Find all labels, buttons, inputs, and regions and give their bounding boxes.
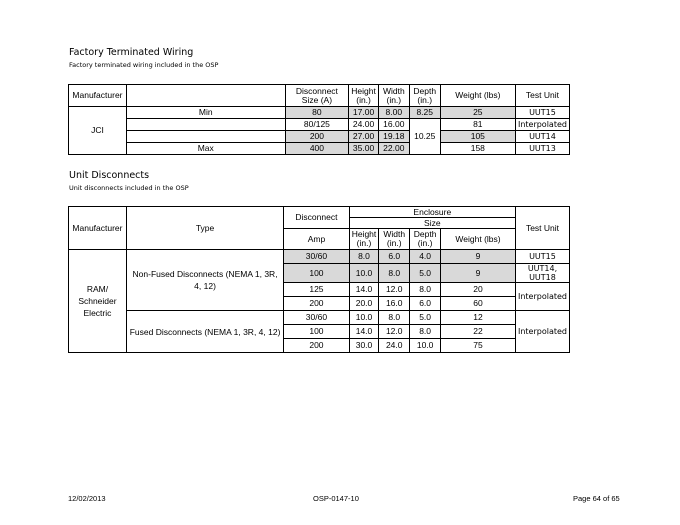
header-enclosure: Enclosure (349, 207, 515, 218)
amp-cell: 100 (284, 325, 350, 339)
header-test-unit: Test Unit (515, 207, 569, 250)
amp-cell: 200 (284, 297, 350, 311)
section1-subtitle: Factory terminated wiring included in the OSP (69, 61, 219, 69)
manufacturer-cell: RAM/ Schneider Electric (69, 250, 127, 353)
table-row (69, 143, 570, 155)
width-cell: 22.00 (378, 143, 409, 155)
depth-cell: 5.0 (410, 311, 441, 325)
height-cell: 30.0 (349, 339, 379, 353)
header-disconnect: Disconnect (284, 207, 350, 229)
height-cell: 24.00 (349, 119, 379, 131)
size-cell: 80 (285, 107, 349, 119)
test-unit-cell: Interpolated (515, 311, 569, 353)
test-unit-cell: UUT13 (515, 143, 569, 155)
amp-cell: 30/60 (284, 311, 350, 325)
depth-cell: 4.0 (410, 250, 441, 264)
header-manufacturer: Manufacturer (69, 85, 127, 107)
weight-cell: 20 (441, 283, 516, 297)
amp-cell: 200 (284, 339, 350, 353)
width-cell: 8.00 (378, 107, 409, 119)
test-unit-cell: UUT15 (515, 250, 569, 264)
depth-cell: 6.0 (410, 297, 441, 311)
height-cell: 14.0 (349, 325, 379, 339)
size-cell: 80/125 (285, 119, 349, 131)
section2-title: Unit Disconnects (69, 170, 150, 181)
height-cell: 10.0 (349, 264, 379, 283)
header-depth: Depth (in.) (409, 85, 440, 107)
width-cell: 12.0 (379, 325, 410, 339)
header-depth: Depth (in.) (410, 229, 441, 250)
height-cell: 35.00 (349, 143, 379, 155)
header-size: Size (349, 218, 515, 229)
test-unit-cell: UUT14 (515, 131, 569, 143)
header-width: Width (in.) (379, 229, 410, 250)
amp-cell: 30/60 (284, 250, 350, 264)
depth-cell: 8.0 (410, 325, 441, 339)
header-type: Type (126, 207, 283, 250)
type-cell-fused: Fused Disconnects (NEMA 1, 3R, 4, 12) (126, 311, 283, 353)
height-cell: 10.0 (349, 311, 379, 325)
width-cell: 24.0 (379, 339, 410, 353)
weight-cell: 75 (441, 339, 516, 353)
width-cell: 16.00 (378, 119, 409, 131)
header-test-unit: Test Unit (515, 85, 569, 107)
depth-merged-cell: 10.25 (409, 119, 440, 155)
height-cell: 8.0 (349, 250, 379, 264)
header-weight: Weight (lbs) (441, 229, 516, 250)
height-cell: 20.0 (349, 297, 379, 311)
width-cell: 19.18 (378, 131, 409, 143)
type-cell-non-fused: Non-Fused Disconnects (NEMA 1, 3R, 4, 12) (126, 250, 283, 311)
row-label (126, 119, 285, 131)
header-height: Height (in.) (349, 229, 379, 250)
height-cell: 27.00 (349, 131, 379, 143)
factory-wiring-table (68, 84, 570, 155)
weight-cell: 81 (440, 119, 515, 131)
height-cell: 17.00 (349, 107, 379, 119)
table-row (69, 107, 570, 119)
table-row (69, 119, 570, 131)
width-cell: 6.0 (379, 250, 410, 264)
width-cell: 8.0 (379, 264, 410, 283)
size-cell: 400 (285, 143, 349, 155)
footer-doc-id: OSP-0147-10 (313, 494, 359, 503)
header-blank (126, 85, 285, 107)
manufacturer-cell: JCI (69, 107, 127, 155)
header-disconnect-size: Disconnect Size (A) (285, 85, 349, 107)
row-label: Min (126, 107, 285, 119)
test-unit-cell: UUT14, UUT18 (515, 264, 569, 283)
header-amp: Amp (284, 229, 350, 250)
row-label (126, 131, 285, 143)
depth-cell: 8.25 (409, 107, 440, 119)
footer-page-number: Page 64 of 65 (573, 494, 620, 503)
test-unit-cell: Interpolated (515, 119, 569, 131)
height-cell: 14.0 (349, 283, 379, 297)
header-width: Width (in.) (378, 85, 409, 107)
header-height: Height (in.) (349, 85, 379, 107)
row-label: Max (126, 143, 285, 155)
weight-cell: 12 (441, 311, 516, 325)
header-weight: Weight (lbs) (440, 85, 515, 107)
amp-cell: 125 (284, 283, 350, 297)
width-cell: 8.0 (379, 311, 410, 325)
table-row (69, 131, 570, 143)
header-manufacturer: Manufacturer (69, 207, 127, 250)
test-unit-cell: UUT15 (515, 107, 569, 119)
width-cell: 12.0 (379, 283, 410, 297)
weight-cell: 22 (441, 325, 516, 339)
table-row (69, 311, 570, 325)
test-unit-cell: Interpolated (515, 283, 569, 311)
weight-cell: 60 (441, 297, 516, 311)
weight-cell: 25 (440, 107, 515, 119)
depth-cell: 10.0 (410, 339, 441, 353)
unit-disconnects-table (68, 206, 570, 353)
section2-subtitle: Unit disconnects included in the OSP (69, 184, 189, 192)
width-cell: 16.0 (379, 297, 410, 311)
footer-date: 12/02/2013 (68, 494, 106, 503)
header-row (69, 85, 570, 107)
amp-cell: 100 (284, 264, 350, 283)
weight-cell: 9 (441, 250, 516, 264)
depth-cell: 5.0 (410, 264, 441, 283)
weight-cell: 105 (440, 131, 515, 143)
table-row (69, 250, 570, 264)
size-cell: 200 (285, 131, 349, 143)
header-row (69, 207, 570, 218)
weight-cell: 158 (440, 143, 515, 155)
depth-cell: 8.0 (410, 283, 441, 297)
weight-cell: 9 (441, 264, 516, 283)
section1-title: Factory Terminated Wiring (69, 47, 194, 58)
